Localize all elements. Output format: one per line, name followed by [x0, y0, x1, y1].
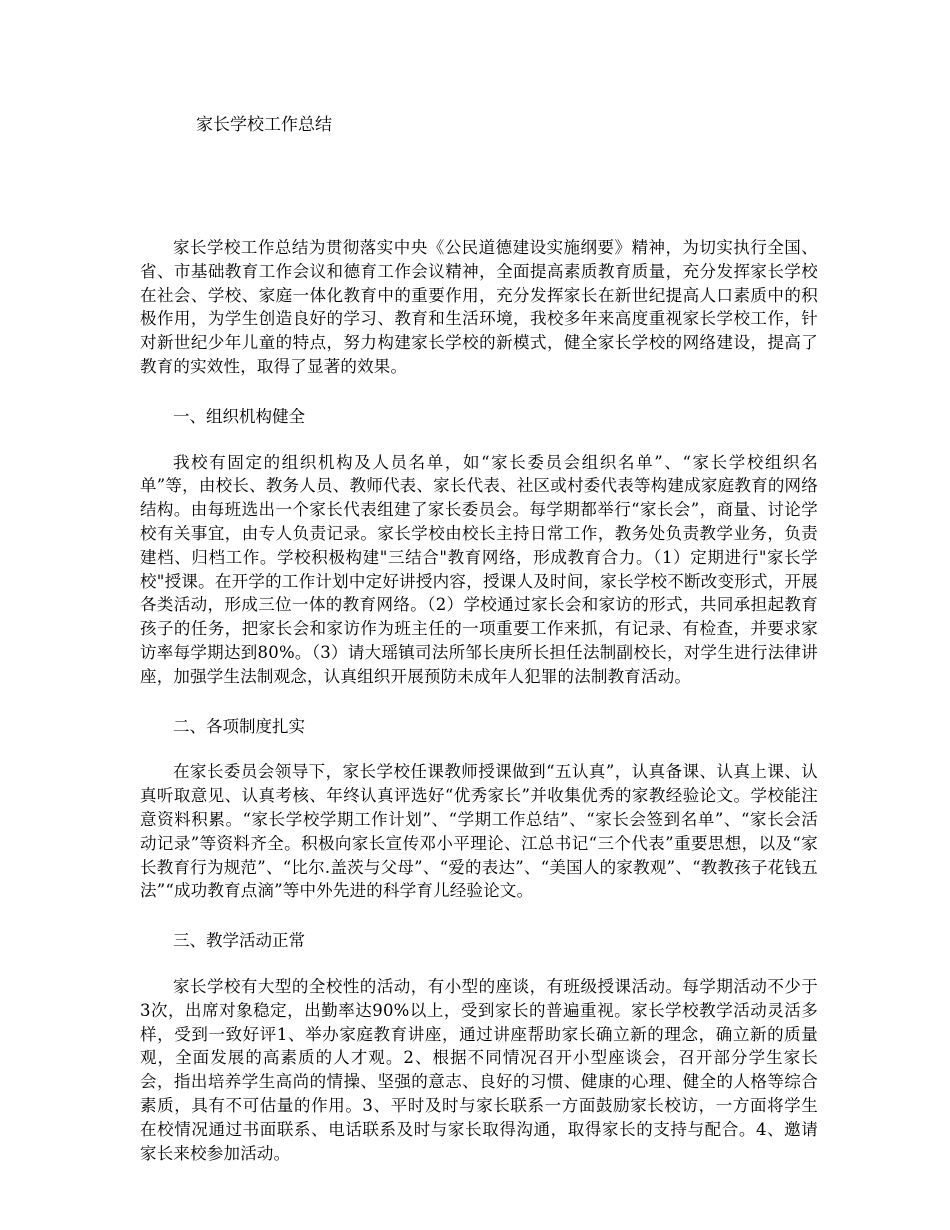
section-paragraph-rules: 在家长委员会领导下，家长学校任课教师授课做到“五认真”，认真备课、认真上课、认真听取意见、认真考核、年终认真评选好“优秀家长”并收集优秀的家教经验论文。学校能注意资料积累。“家长学校学期工作计划”、“学期工作总结”、“家长会签到名单”、“家长会活动记录”等资料齐全。积极向家长宣传邓小平理论、江总书记“三个代表”重要思想，以及“家长教育行为规范”、“比尔.盖茨与父母”、“爱的表达”、“美国人的家教观”、“教教孩子花钱五法”“成功教育点滴”等中外先进的科学育儿经验论文。	[140, 762, 818, 901]
section-paragraph-organization: 我校有固定的组织机构及人员名单，如“家长委员会组织名单”、“家长学校组织名单”等，由校长、教务人员、教师代表、家长代表、社区或村委代表等构建成家庭教育的网络结构。由每班选出一个家长代表组建了家长委员会。每学期都举行“家长会”，商量、讨论学校有关事宜，由专人负责记录。家长学校由校长主持日常工作，教务处负责教学业务，负责建档、归档工作。学校积极构建"三结合"教育网络，形成教育合力。（1）定期进行"家长学校"授课。在开学的工作计划中定好讲授内容，授课人及时间，家长学校不断改变形式，开展各类活动，形成三位一体的教育网络。（2）学校通过家长会和家访的形式，共同承担起教育孩子的任务，把家长会和家访作为班主任的一项重要工作来抓，有记录、有检查，并要求家访率每学期达到80%。（3）请大瑶镇司法所邹长庚所长担任法制副校长，对学生进行法律讲座，加强学生法制观念，认真组织开展预防未成年人犯罪的法制教育活动。	[140, 452, 818, 686]
document-body	[140, 236, 818, 1165]
section-heading-rules: 二、各项制度扎实	[173, 716, 305, 736]
section-paragraph-teaching: 家长学校有大型的全校性的活动，有小型的座谈，有班级授课活动。每学期活动不少于3次，出席对象稳定，出勤率达90%以上，受到家长的普遍重视。家长学校教学活动灵活多样，受到一致好评1、举办家庭教育讲座，通过讲座帮助家长确立新的理念，确立新的质量观，全面发展的高素质的人才观。2、根据不同情况召开小型座谈会，召开部分学生家长会，指出培养学生高尚的情操、坚强的意志、良好的习惯、健康的心理、健全的人格等综合素质，具有不可估量的作用。3、平时及时与家长联系一方面鼓励家长校访，一方面将学生在校情况通过书面联系、电话联系及时与家长取得沟通，取得家长的支持与配合。4、邀请家长来校参加活动。	[140, 976, 818, 1163]
document-title: 家长学校工作总结	[196, 115, 332, 135]
intro-paragraph: 家长学校工作总结为贯彻落实中央《公民道德建设实施纲要》精神，为切实执行全国、省、市基础教育工作会议和德育工作会议精神，全面提高素质教育质量，充分发挥家长学校在社会、学校、家庭一体化教育中的重要作用，充分发挥家长在新世纪提高人口素质中的积极作用，为学生创造良好的学习、教育和生活环境，我校多年来高度重视家长学校工作，针对新世纪少年儿童的特点，努力构建家长学校的新模式，健全家长学校的网络建设，提高了教育的实效性，取得了显著的效果。	[140, 238, 818, 376]
section-heading-teaching: 三、教学活动正常	[173, 931, 305, 951]
section-heading-organization: 一、组织机构健全	[173, 406, 305, 426]
